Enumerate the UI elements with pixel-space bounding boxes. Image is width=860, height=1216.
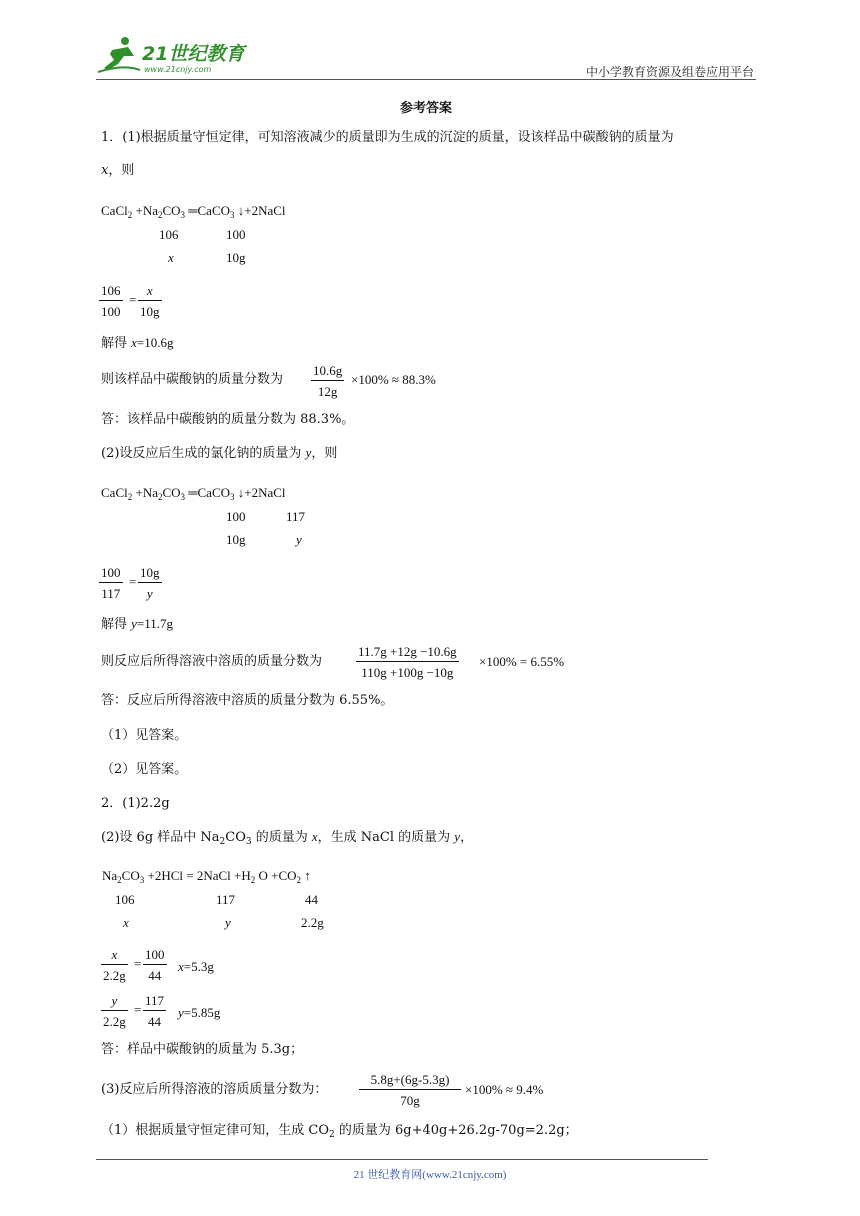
q1-see2: （2）见答案。 — [101, 762, 188, 777]
q1-see1: （1）见答案。 — [101, 728, 188, 743]
q2-r1-eq: = — [134, 956, 142, 971]
ratio1-left: $\frac{106}{100}$ — [101, 283, 121, 319]
q1-eq2-row2-a: 100 — [226, 509, 246, 524]
q1-equation2: CaCl$_2$ $+Na_2CO_3$ ═CaCO$_3$ ↓+2NaCl — [101, 485, 286, 502]
q2-answer: 答：样品中碳酸钠的质量为 5.3g； — [101, 1042, 304, 1057]
ratio1-right: $\frac{x}{10g}$ — [140, 283, 160, 319]
q2-row3-a: x — [123, 915, 129, 930]
var-x: x — [101, 163, 109, 178]
q1-eq-row3-a: x — [168, 250, 174, 265]
q1-eq2-row2-b: 117 — [286, 509, 306, 524]
site-logo — [94, 34, 266, 76]
header-divider — [96, 79, 756, 80]
q1-eq-row3-b: 10g — [226, 250, 246, 265]
ratio1-eq: = — [129, 292, 137, 307]
q2-r1-left: $\frac{x}{2.2g}$ — [103, 947, 126, 983]
q2-row3-b: y — [225, 915, 231, 930]
q2-r2-result: y=5.85g — [178, 1005, 221, 1020]
q1-frac2-prefix: 则反应后所得溶液中溶质的质量分数为 — [101, 654, 323, 669]
ratio2-right: $\frac{10g}{y}$ — [140, 565, 160, 601]
logo-text: 21世纪教育 — [142, 43, 245, 65]
logo-url: www.21cnjy.com — [144, 65, 212, 74]
q1-frac2: $\frac{11.7g +12g -10.6g}{110g +100g -10g}$ — [358, 644, 457, 680]
q1-eq-row2-a: 106 — [159, 227, 179, 242]
q1-line1: 1．(1)根据质量守恒定律，可知溶液减少的质量即为生成的沉淀的质量，设该样品中碳酸钠的质量为 — [101, 130, 674, 145]
q2-row2-c: 44 — [305, 892, 318, 907]
q1-part2: (2)设反应后生成的氯化钠的质量为 y，则 — [101, 445, 338, 461]
q1-frac1-tail: ×100% ≈ 88.3% — [351, 372, 436, 387]
q1-line2 — [101, 164, 134, 177]
q2-frac3-tail: ×100% ≈ 9.4% — [465, 1082, 544, 1097]
q1-solve2: 解得 y=11.7g — [101, 616, 174, 632]
q1-eq2-row3-b: y — [296, 532, 302, 547]
q2-r2-left: $\frac{y}{2.2g}$ — [103, 993, 126, 1029]
q1-frac2-tail: ×100% = 6.55% — [479, 654, 565, 669]
header-right-text: 中小学教育资源及组卷应用平台 — [585, 65, 754, 79]
q2-r2-eq: = — [134, 1002, 142, 1017]
runner-icon — [98, 37, 140, 72]
q1-frac1-prefix: 则该样品中碳酸钠的质量分数为 — [101, 372, 284, 387]
q2-row3-c: 2.2g — [301, 915, 324, 930]
ratio2-eq: = — [129, 574, 137, 589]
q1-answer2: 答：反应后所得溶液中溶质的质量分数为 6.55%。 — [101, 693, 394, 708]
text: ，则 — [108, 163, 135, 178]
q1-solve1: 解得 x=10.6g — [101, 335, 174, 351]
q1-eq-row2-b: 100 — [226, 227, 246, 242]
q2-equation: $Na_2CO_3 +2HCl$ = 2NaCl $+H_2$ $O +CO_2$ ↑ — [102, 868, 311, 885]
ratio2-left: $\frac{100}{117}$ — [101, 565, 121, 601]
footer-text: 21 世纪教育网(www.21cnjy.com) — [353, 1169, 507, 1181]
q2-r1-right: $\frac{100}{44}$ — [145, 947, 165, 983]
q2-part3-prefix: (3)反应后所得溶液的溶质质量分数为： — [101, 1082, 328, 1097]
q2-line2: (2)设 6g 样品中 $Na_2CO_3$ 的质量为 x，生成 NaCl 的质量为 y， — [101, 829, 474, 847]
q2-last-line: （1）根据质量守恒定律可知，生成 $CO_2$ 的质量为 6g+40g+26.2g-70g=2.2g； — [101, 1123, 578, 1140]
q2-r2-right: $\frac{117}{44}$ — [145, 993, 165, 1029]
q2-line1: 2．(1)2.2g — [101, 796, 170, 811]
footer-divider — [96, 1159, 708, 1160]
q2-frac3: $\frac{5.8g+(6g-5.3g)}{70g}$ — [359, 1073, 461, 1107]
q1-frac1: $\frac{10.6g}{12g}$ — [313, 363, 343, 399]
q1-eq2-row3-a: 10g — [226, 532, 246, 547]
q2-row2-a: 106 — [115, 892, 135, 907]
q2-r1-result: x=5.3g — [178, 959, 214, 974]
q1-equation: CaCl$_2$ $+Na_2CO_3$ ═CaCO$_3$ ↓+2NaCl — [101, 203, 286, 220]
q1-answer1: 答：该样品中碳酸钠的质量分数为 88.3%。 — [101, 412, 355, 427]
q2-row2-b: 117 — [216, 892, 236, 907]
page-title: 参考答案 — [400, 101, 453, 116]
